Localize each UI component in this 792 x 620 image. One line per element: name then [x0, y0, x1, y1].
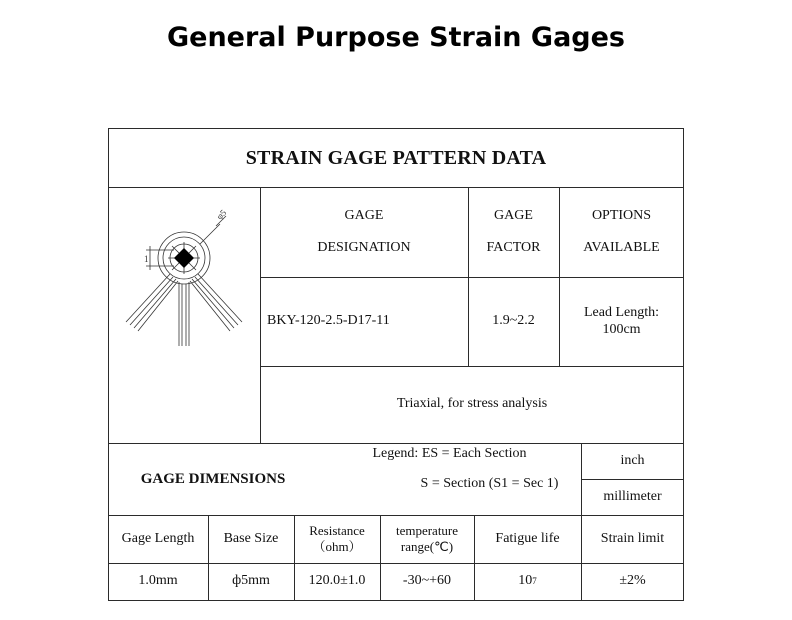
fatigue-life-value	[474, 563, 581, 600]
resistance-header	[294, 515, 380, 563]
diameter-dimension-label: φ5	[214, 207, 229, 222]
fatigue-life-base: 10	[518, 573, 533, 589]
strain-limit-value: ±2%	[619, 573, 646, 589]
resistance-header-line1: Resistance	[309, 523, 365, 539]
rosette-gage-icon	[108, 188, 260, 368]
resistance-header-line2: （ohm）	[312, 539, 362, 554]
gage-designation: BKY-120-2.5-D17-11	[267, 313, 390, 329]
legend-line2: S = Section (S1 = Sec 1)	[420, 475, 559, 491]
factor-header	[468, 187, 559, 277]
designation-header-line2: DESIGNATION	[317, 239, 411, 255]
lead-length-value: 100cm	[602, 321, 641, 337]
gage-description: Triaxial, for stress analysis	[396, 396, 548, 412]
length-dimension-label: 1	[144, 254, 149, 264]
temperature-header-line1: temperature	[395, 523, 459, 539]
options-available	[559, 277, 684, 366]
designation-header-line1: GAGE	[344, 207, 384, 223]
factor-header-line1: GAGE	[494, 207, 533, 223]
pattern-data-sheet	[108, 128, 684, 601]
page-title: General Purpose Strain Gages	[166, 22, 626, 53]
fatigue-life-header: Fatigue life	[495, 530, 560, 546]
table-title: STRAIN GAGE PATTERN DATA	[245, 146, 547, 169]
legend-line1: Legend: ES = Each Section	[372, 445, 527, 461]
gage-length-header: Gage Length	[121, 530, 195, 546]
unit-inch: inch	[620, 452, 645, 468]
temperature-header-line2: range(℃)	[400, 539, 454, 554]
options-header	[559, 187, 684, 277]
temperature-header	[380, 515, 474, 563]
designation-header	[260, 187, 468, 277]
gage-length-value: 1.0mm	[138, 573, 178, 589]
options-header-line2: AVAILABLE	[583, 239, 660, 255]
gage-factor: 1.9~2.2	[492, 313, 535, 329]
base-size-value: ф5mm	[232, 573, 270, 589]
strain-limit-header: Strain limit	[600, 530, 665, 546]
fatigue-life-exponent: 7	[532, 576, 537, 587]
base-size-header: Base Size	[223, 530, 279, 546]
temperature-value: -30~+60	[402, 573, 452, 589]
lead-length-label: Lead Length:	[583, 304, 660, 320]
unit-millimeter: millimeter	[603, 488, 662, 504]
gage-pattern-drawing	[108, 188, 260, 368]
factor-header-line2: FACTOR	[486, 239, 541, 255]
options-header-line1: OPTIONS	[591, 207, 652, 223]
gage-dimensions-label: GAGE DIMENSIONS	[140, 471, 286, 487]
resistance-value: 120.0±1.0	[308, 573, 366, 589]
